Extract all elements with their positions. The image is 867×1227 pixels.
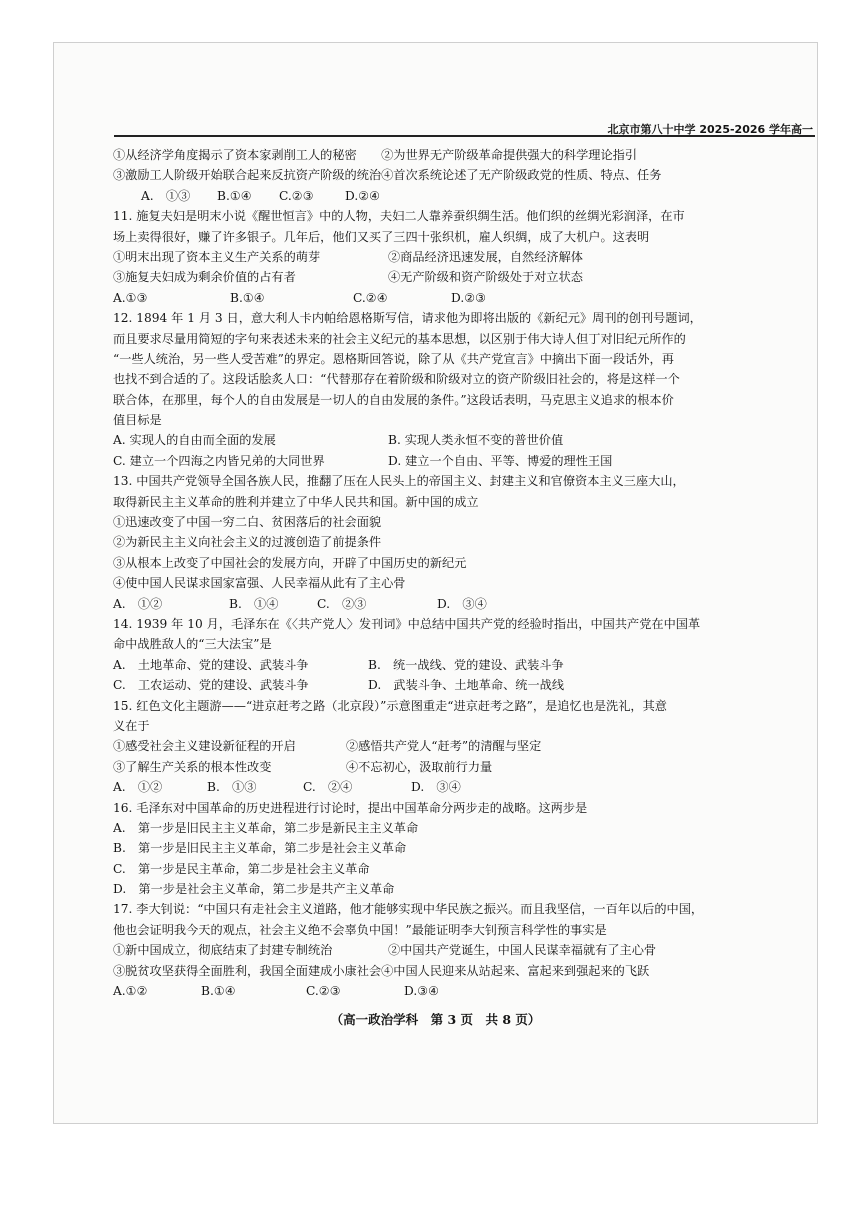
- q11-option-d[interactable]: D.②③: [451, 290, 487, 305]
- q11-option-b[interactable]: B.①④: [230, 290, 265, 305]
- q12-stem-line-4: 也找不到合适的了。这段话脍炙人口：“代替那存在着阶级和阶级对立的资产阶级旧社会的，将是这样一个: [113, 372, 680, 387]
- q10-stmt-line-1: ①从经济学角度揭示了资本家剥削工人的秘密 ②为世界无产阶级革命提供强大的科学理论指引: [113, 148, 638, 162]
- page-footer: （高一政治学科 第 3 页 共 8 页）: [330, 1012, 541, 1027]
- q17-stmt-1: ①新中国成立，彻底结束了封建专制统治: [113, 943, 333, 958]
- q10-option-b[interactable]: B.①④: [217, 188, 252, 203]
- q17-stmt-row-2: ③脱贫攻坚获得全面胜利，我国全面建成小康社会④中国人民迎来从站起来、富起来到强起来的飞跃: [113, 963, 650, 978]
- q17-option-c[interactable]: C.②③: [306, 984, 341, 999]
- q14-stem-line-1: 14. 1939 年 10 月，毛泽东在《〈共产党人〉发刊词》中总结中国共产党的经验时指出，中国共产党在中国革: [113, 616, 701, 631]
- q10-option-a[interactable]: A. ①③: [141, 188, 191, 203]
- q11-option-a[interactable]: A.①③: [113, 290, 148, 305]
- q12-option-d[interactable]: D. 建立一个自由、平等、博爱的理性王国: [388, 453, 613, 468]
- q13-stmt-3: ③从根本上改变了中国社会的发展方向，开辟了中国历史的新纪元: [113, 555, 467, 570]
- q12-option-b[interactable]: B. 实现人类永恒不变的普世价值: [388, 433, 564, 448]
- header-divider: [114, 135, 815, 137]
- q10-stmt-line-2: ③激励工人阶级开始联合起来反抗资产阶级的统治④首次系统论述了无产阶级政党的性质、特点、任务: [113, 168, 662, 183]
- q17-stmt-2: ②中国共产党诞生，中国人民谋幸福就有了主心骨: [388, 943, 657, 958]
- q13-option-a[interactable]: A. ①②: [113, 596, 163, 611]
- q16-option-c[interactable]: C. 第一步是民主革命，第二步是社会主义革命: [113, 861, 370, 876]
- q14-option-a[interactable]: A. 土地革命、党的建设、武装斗争: [113, 657, 309, 672]
- q14-option-c[interactable]: C. 工农运动、党的建设、武装斗争: [113, 678, 309, 693]
- q14-options-row-2: [113, 675, 798, 695]
- q12-options-row-2: [113, 451, 798, 471]
- q15-options: [113, 777, 798, 797]
- q15-option-c[interactable]: C. ②④: [303, 780, 353, 795]
- q11-stmt-2: ②商品经济迅速发展，自然经济解体: [388, 249, 583, 264]
- q12-options-row-1: [113, 430, 798, 450]
- q17-option-b[interactable]: B.①④: [201, 984, 236, 999]
- q11-stmt-1: ①明末出现了资本主义生产关系的萌芽: [113, 249, 321, 264]
- q15-stem-line-2: 义在于: [113, 718, 150, 733]
- q12-stem-line-6: 值目标是: [113, 413, 162, 428]
- q11-stem-line-1: 11. 施复夫妇是明末小说《醒世恒言》中的人物，夫妇二人靠养蚕织绸生活。他们织的丝绸光彩润泽，在市: [113, 209, 685, 224]
- q17-options: [113, 981, 798, 1001]
- q10-option-d[interactable]: D.②④: [345, 188, 381, 203]
- q16-stem: 16. 毛泽东对中国革命的历史进程进行讨论时，提出中国革命分两步走的战略。这两步是: [113, 800, 588, 815]
- q17-option-a[interactable]: A.①②: [113, 984, 148, 999]
- q11-option-c[interactable]: C.②④: [353, 290, 388, 305]
- q11-stmt-3: ③施复夫妇成为剩余价值的占有者: [113, 270, 296, 285]
- exam-content: [113, 145, 798, 1001]
- q12-option-c[interactable]: C. 建立一个四海之内皆兄弟的大同世界: [113, 453, 325, 468]
- q10-option-c[interactable]: C.②③: [279, 188, 314, 203]
- q10-options: [113, 186, 798, 206]
- q13-options: [113, 594, 798, 614]
- q17-stem-line-2: 他也会证明我今天的观点，社会主义绝不会辜负中国！”最能证明李大钊预言科学性的事实是: [113, 922, 607, 937]
- q17-option-d[interactable]: D.③④: [404, 984, 440, 999]
- q15-stmt-2: ②感悟共产党人“赶考”的清醒与坚定: [346, 739, 542, 754]
- q11-stem-line-2: 场上卖得很好，赚了许多银子。几年后，他们又买了三四十张织机，雇人织绸，成了大机户。这表明: [113, 229, 650, 244]
- q12-stem-line-3: “一些人统治，另一些人受苦难”的界定。恩格斯回答说，除了从《共产党宣言》中摘出下面一段话外，再: [113, 351, 674, 366]
- q15-stmt-1: ①感受社会主义建设新征程的开启: [113, 739, 296, 754]
- q14-option-b[interactable]: B. 统一战线、党的建设、武装斗争: [368, 657, 564, 672]
- q13-stmt-2: ②为新民主主义向社会主义的过渡创造了前提条件: [113, 535, 382, 550]
- school-header: 北京市第八十中学 2025-2026 学年高一: [607, 123, 813, 136]
- q13-stmt-1: ①迅速改变了中国一穷二白、贫困落后的社会面貌: [113, 515, 382, 530]
- q16-option-b[interactable]: B. 第一步是旧民主主义革命，第二步是社会主义革命: [113, 841, 407, 856]
- q13-stmt-4: ④使中国人民谋求国家富强、人民幸福从此有了主心骨: [113, 576, 406, 591]
- q11-options: [113, 288, 798, 308]
- q15-stem-line-1: 15. 红色文化主题游——“进京赶考之路（北京段）”示意图重走“进京赶考之路”，是追忆也是洗礼，其意: [113, 698, 667, 713]
- q14-options-row-1: [113, 655, 798, 675]
- q17-stem-line-1: 17. 李大钊说：“中国只有走社会主义道路，他才能够实现中华民族之振兴。而且我坚信，一百年以后的中国，: [113, 902, 704, 917]
- q13-stem-line-1: 13. 中国共产党领导全国各族人民，推翻了压在人民头上的帝国主义、封建主义和官僚资本主义三座大山，: [113, 474, 685, 489]
- q13-stem-line-2: 取得新民主主义革命的胜利并建立了中华人民共和国。新中国的成立: [113, 494, 479, 509]
- q14-stem-line-2: 命中战胜敌人的“三大法宝”是: [113, 637, 272, 652]
- q12-stem-line-1: 12. 1894 年 1 月 3 日，意大利人卡内帕给恩格斯写信，请求他为即将出版的《新纪元》周刊的创刊号题词，: [113, 311, 702, 326]
- q16-option-a[interactable]: A. 第一步是旧民主主义革命，第二步是新民主主义革命: [113, 820, 419, 835]
- q15-stmt-row-2: [113, 757, 798, 777]
- q11-stmt-4: ④无产阶级和资产阶级处于对立状态: [388, 270, 583, 285]
- q14-option-d[interactable]: D. 武装斗争、土地革命、统一战线: [368, 678, 565, 693]
- q17-stmt-row-1: [113, 940, 798, 960]
- q12-stem-line-5: 联合体，在那里，每个人的自由发展是一切人的自由发展的条件。”这段话表明，马克思主义追求的根本价: [113, 392, 674, 407]
- q12-option-a[interactable]: A. 实现人的自由而全面的发展: [113, 433, 276, 448]
- q11-stmt-row-1: [113, 247, 798, 267]
- q15-option-b[interactable]: B. ①③: [207, 780, 257, 795]
- q15-stmt-3: ③了解生产关系的根本性改变: [113, 759, 272, 774]
- q15-option-d[interactable]: D. ③④: [411, 780, 461, 795]
- q15-stmt-row-1: [113, 736, 798, 756]
- q11-stmt-row-2: [113, 267, 798, 287]
- q12-stem-line-2: 而且要求尽量用简短的字句来表述未来的社会主义纪元的基本思想，以区别于伟大诗人但丁对旧纪元所作的: [113, 331, 686, 346]
- q15-stmt-4: ④不忘初心，汲取前行力量: [346, 759, 493, 774]
- q13-option-b[interactable]: B. ①④: [229, 596, 279, 611]
- q13-option-d[interactable]: D. ③④: [437, 596, 487, 611]
- q16-option-d[interactable]: D. 第一步是社会主义革命，第二步是共产主义革命: [113, 882, 395, 897]
- q15-option-a[interactable]: A. ①②: [113, 780, 163, 795]
- q13-option-c[interactable]: C. ②③: [317, 596, 367, 611]
